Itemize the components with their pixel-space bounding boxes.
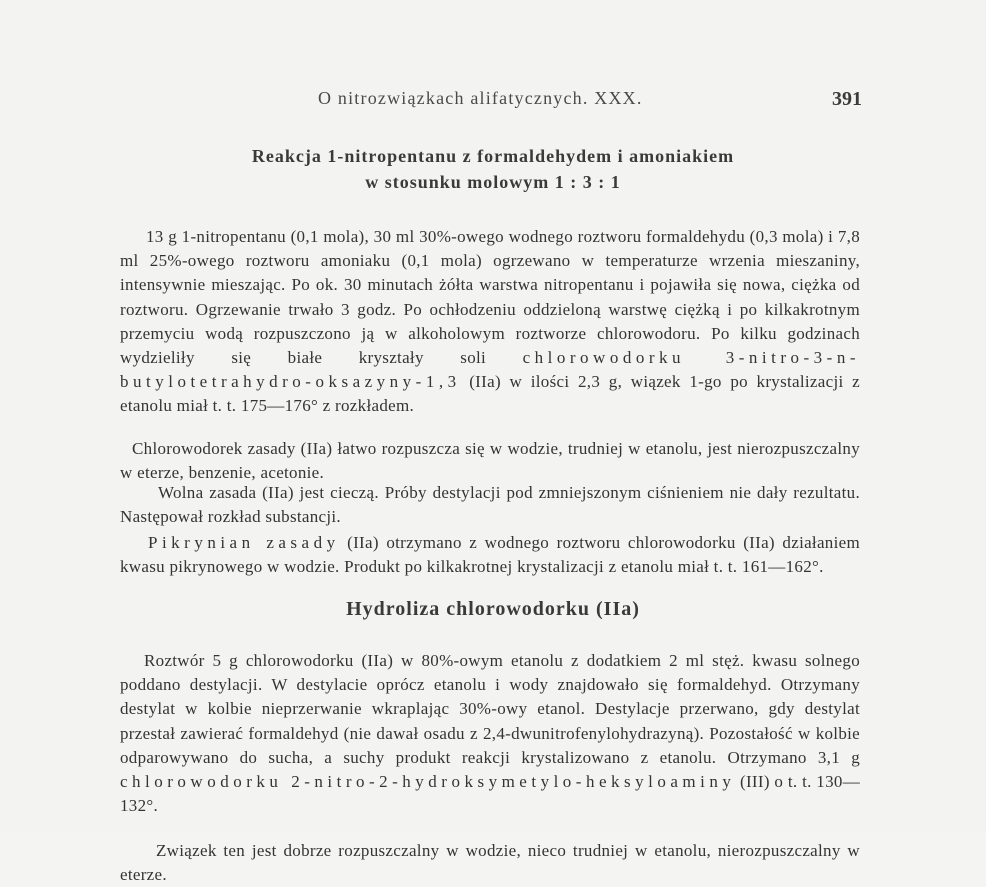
compound-name-spaced: chlorowodorku 2-nitro-2-hydroksymetylo-heksyloaminy (120, 772, 736, 792)
compound-name-spaced: Pikrynian zasady (148, 533, 340, 552)
section-title-hydrolysis: Hydroliza chlorowodorku (IIa) (346, 598, 640, 620)
paragraph-text: Roztwór 5 g chlorowodorku (IIa) w 80%-owym etanolu z dodatkiem 2 ml stęż. kwasu solnego poddano destylacji. W destylacie oprócz etanolu i wody znajdowało się formaldehyd. Otrzymany destylat w kolbie nieprzerwanie wkraplając 30%-owy etanol. Destylacje przerwano, gdy destylat przestał zawierać formaldehyd (nie dawał osadu z 2,4-dwunitrofenylohydrazyną). Pozostałość w kolbie odparowywano do sucha, a suchy produkt reakcji krystalizowano z etanolu. Otrzymano 3,1 g (120, 651, 860, 767)
running-title: O nitrozwiązkach alifatycznych. XXX. (318, 88, 643, 108)
running-header (0, 88, 986, 114)
paragraph-text: (IIa) w ilości 2,3 g, wiązek 1-go po krystalizacji z etanolu miał t. t. 175—176° z rozkładem. (120, 372, 860, 416)
paragraph-solubility-III: Związek ten jest dobrze rozpuszczalny w wodzie, nieco trudniej w etanolu, nierozpuszczalny w eterze. (120, 841, 860, 885)
section-title-line-1: Reakcja 1-nitropentanu z formaldehydem i amoniakiem (251, 146, 735, 166)
compound-name-spaced: chlorowodorku 3-nitro-3-n-butylotetrahydro-oksazyny-1,3 (120, 348, 860, 392)
page-number: 391 (832, 88, 862, 110)
section-title-line-2: w stosunku molowym 1 : 3 : 1 (365, 172, 621, 192)
paragraph-hydrolysis (120, 649, 860, 818)
paragraph-text: (III) o t. t. 130—132°. (120, 772, 861, 816)
paragraph-solubility: Chlorowodorek zasady (IIa) łatwo rozpuszcza się w wodzie, trudniej w etanolu, jest nierozpuszczalny w eterze, benzenie, acetonie. (120, 439, 860, 483)
paragraph-text: (IIa) otrzymano z wodnego roztworu chlorowodorku (IIa) działaniem kwasu pikrynowego w wodzie. Produkt po kilkakrotnej krystalizacji z etanolu miał t. t. 161—162°. (120, 533, 860, 577)
paragraph-picrate (120, 531, 860, 579)
paragraph-text: 13 g 1-nitropentanu (0,1 mola), 30 ml 30%-owego wodnego roztworu formaldehydu (0,3 mola) i 7,8 ml 25%-owego roztworu amoniaku (0,1 mola) ogrzewano w temperaturze wrzenia mieszaniny, intensywnie mieszając. Po ok. 30 minutach żółta warstwa nitropentanu i pojawiła się nowa, ciężka od roztworu. Ogrzewanie trwało 3 godz. Po ochłodzeniu oddzieloną warstwę ciężką i po kilkakrotnym przemyciu wodą rozpuszczono ją w alkoholowym roztworze chlorowodoru. Po kilku godzinach wydzieliły się białe kryształy soli (120, 227, 860, 368)
paragraph-free-base: Wolna zasada (IIa) jest cieczą. Próby destylacji pod zmniejszonym ciśnieniem nie dały rezultatu. Następował rozkład substancji. (120, 483, 860, 527)
paragraph-procedure (120, 225, 860, 419)
